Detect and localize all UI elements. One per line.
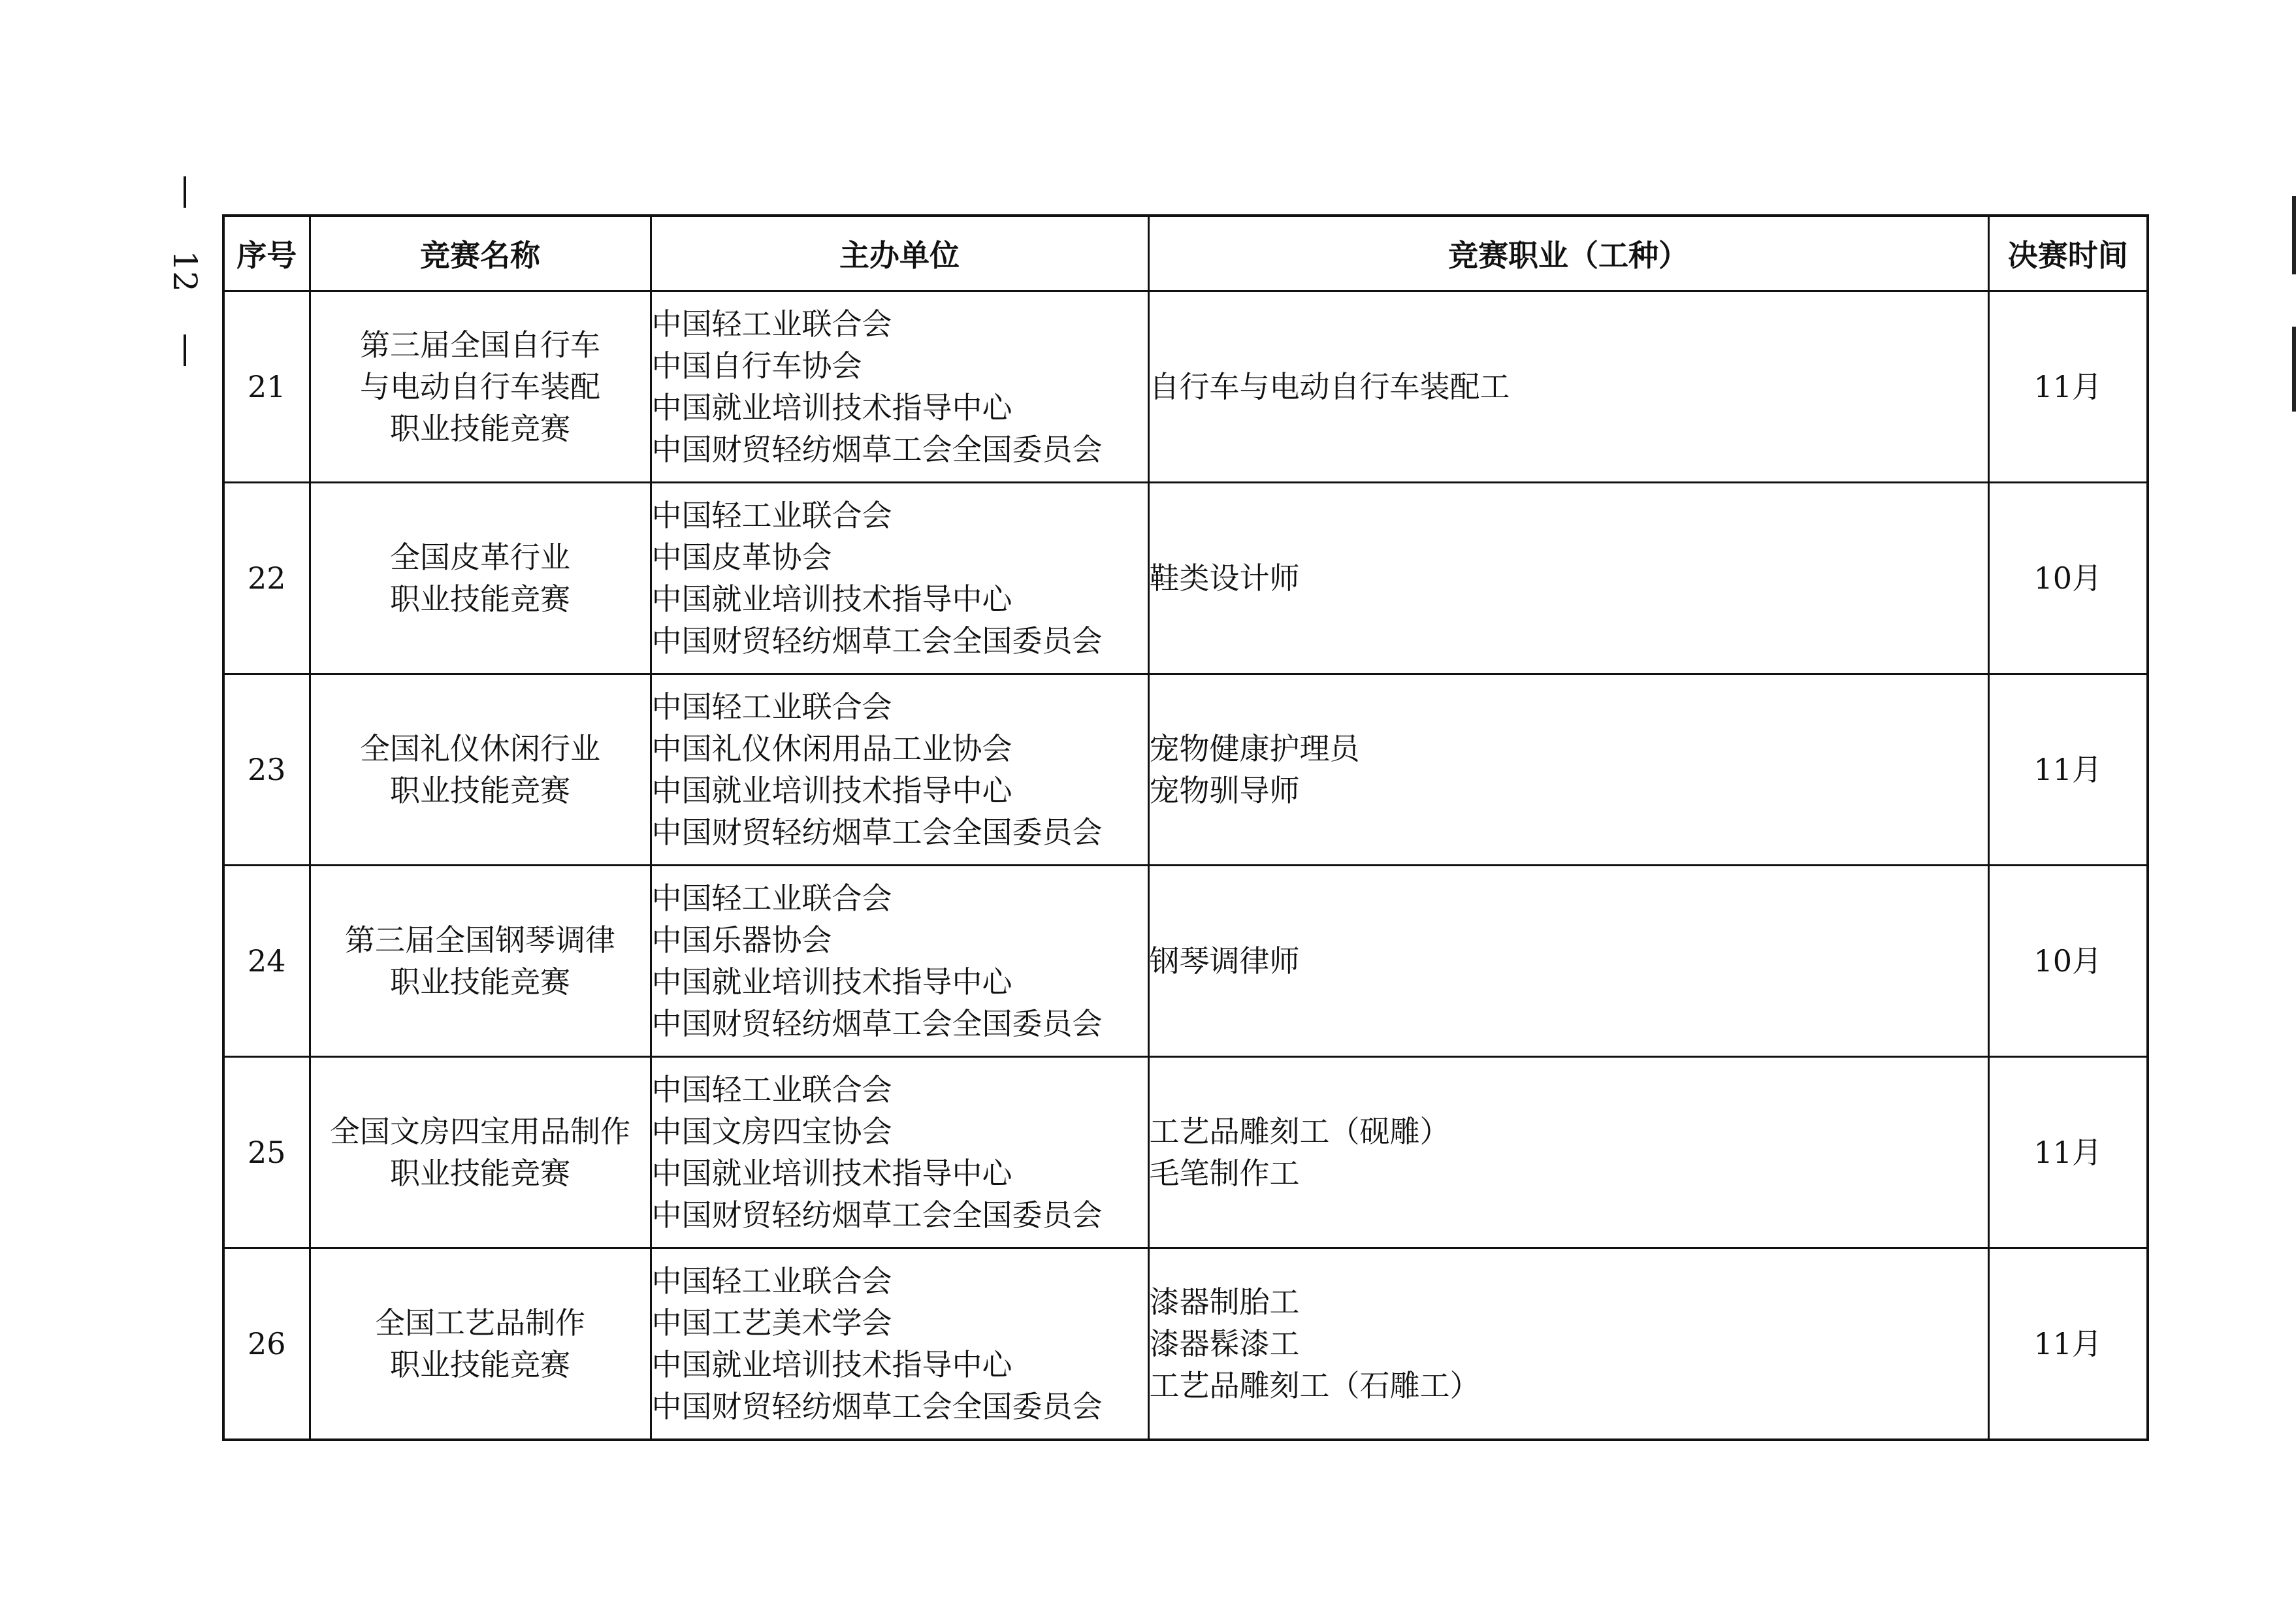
cell-organizers — [651, 1248, 1148, 1440]
organizer-line: 中国轻工业联合会 — [651, 1263, 892, 1299]
competition-name-line: 第三届全国自行车 — [360, 327, 600, 363]
occupation-line: 毛笔制作工 — [1149, 1156, 1300, 1191]
competition-name-line: 全国文房四宝用品制作 — [330, 1114, 630, 1149]
occupation-line: 宠物驯导师 — [1149, 773, 1300, 808]
organizer-line: 中国财贸轻纺烟草工会全国委员会 — [651, 815, 1103, 850]
occupation-line: 鞋类设计师 — [1149, 561, 1300, 596]
cell-num: 22 — [223, 483, 310, 674]
cell-organizers — [651, 483, 1148, 674]
cell-competition-name — [310, 674, 651, 866]
organizer-line: 中国就业培训技术指导中心 — [651, 390, 1012, 425]
cell-num: 24 — [223, 866, 310, 1057]
cell-organizers — [651, 866, 1148, 1057]
cell-occupations — [1148, 1248, 1988, 1440]
cell-competition-name — [310, 483, 651, 674]
organizer-line: 中国工艺美术学会 — [651, 1305, 892, 1341]
organizer-line: 中国礼仪休闲用品工业协会 — [651, 731, 1012, 766]
cell-organizers — [651, 1057, 1148, 1248]
competition-name-line: 职业技能竞赛 — [390, 1347, 570, 1382]
cell-final-time: 11月 — [1988, 1248, 2148, 1440]
table-header-row — [223, 216, 2148, 291]
organizer-line: 中国轻工业联合会 — [651, 1072, 892, 1107]
table-row — [223, 1248, 2148, 1440]
organizer-line: 中国财贸轻纺烟草工会全国委员会 — [651, 1197, 1103, 1233]
cell-organizers — [651, 674, 1148, 866]
cell-num: 25 — [223, 1057, 310, 1248]
cell-occupations — [1148, 1057, 1988, 1248]
occupation-line: 自行车与电动自行车装配工 — [1149, 369, 1510, 404]
organizer-line: 中国皮革协会 — [651, 540, 832, 575]
header-occupation: 竞赛职业（工种） — [1148, 216, 1988, 291]
page-number-text: 12 — [166, 250, 204, 292]
organizer-line: 中国轻工业联合会 — [651, 498, 892, 533]
competition-name-line: 全国礼仪休闲行业 — [360, 731, 600, 766]
header-final-time: 决赛时间 — [1988, 216, 2148, 291]
competition-name-line: 职业技能竞赛 — [390, 1156, 570, 1191]
competition-name-line: 与电动自行车装配 — [360, 369, 600, 404]
cell-competition-name — [310, 1057, 651, 1248]
occupation-line: 工艺品雕刻工（石雕工） — [1149, 1368, 1480, 1403]
organizer-line: 中国就业培训技术指导中心 — [651, 581, 1012, 617]
organizer-line: 中国财贸轻纺烟草工会全国委员会 — [651, 623, 1103, 658]
occupation-line: 漆器制胎工 — [1149, 1284, 1300, 1320]
cell-num: 23 — [223, 674, 310, 866]
competition-name-line: 职业技能竞赛 — [390, 411, 570, 446]
competition-name-line: 职业技能竞赛 — [390, 773, 570, 808]
table-row — [223, 1057, 2148, 1248]
competition-name-line: 第三届全国钢琴调律 — [345, 922, 615, 958]
competition-name-line: 职业技能竞赛 — [390, 964, 570, 1000]
cell-competition-name — [310, 291, 651, 483]
page-number-dash-bottom — [184, 334, 186, 366]
cell-occupations — [1148, 291, 1988, 483]
cell-occupations — [1148, 483, 1988, 674]
cell-final-time: 11月 — [1988, 674, 2148, 866]
table-row — [223, 483, 2148, 674]
organizer-line: 中国就业培训技术指导中心 — [651, 1347, 1012, 1382]
organizer-line: 中国财贸轻纺烟草工会全国委员会 — [651, 432, 1103, 467]
organizer-line: 中国文房四宝协会 — [651, 1114, 892, 1149]
cell-final-time: 11月 — [1988, 291, 2148, 483]
competition-table — [222, 214, 2149, 1441]
cell-competition-name — [310, 1248, 651, 1440]
cell-num: 21 — [223, 291, 310, 483]
occupation-line: 工艺品雕刻工（砚雕） — [1149, 1114, 1450, 1149]
organizer-line: 中国财贸轻纺烟草工会全国委员会 — [651, 1389, 1103, 1424]
organizer-line: 中国财贸轻纺烟草工会全国委员会 — [651, 1006, 1103, 1041]
organizer-line: 中国就业培训技术指导中心 — [651, 964, 1012, 1000]
competition-name-line: 全国工艺品制作 — [375, 1305, 585, 1341]
occupation-line: 漆器髹漆工 — [1149, 1326, 1300, 1361]
cell-occupations — [1148, 674, 1988, 866]
table-row — [223, 866, 2148, 1057]
header-name: 竞赛名称 — [310, 216, 651, 291]
organizer-line: 中国轻工业联合会 — [651, 881, 892, 916]
header-organizer: 主办单位 — [651, 216, 1148, 291]
edge-mark — [2292, 196, 2296, 274]
organizer-line: 中国就业培训技术指导中心 — [651, 773, 1012, 808]
page-number-dash-top — [184, 176, 186, 208]
page-number — [162, 176, 208, 366]
organizer-line: 中国就业培训技术指导中心 — [651, 1156, 1012, 1191]
competition-name-line: 职业技能竞赛 — [390, 581, 570, 617]
edge-mark — [2292, 327, 2296, 412]
table-row — [223, 291, 2148, 483]
cell-competition-name — [310, 866, 651, 1057]
competition-name-line: 全国皮革行业 — [390, 540, 570, 575]
organizer-line: 中国轻工业联合会 — [651, 306, 892, 342]
cell-num: 26 — [223, 1248, 310, 1440]
cell-final-time: 10月 — [1988, 866, 2148, 1057]
cell-occupations — [1148, 866, 1988, 1057]
table-row — [223, 674, 2148, 866]
occupation-line: 宠物健康护理员 — [1149, 731, 1360, 766]
organizer-line: 中国轻工业联合会 — [651, 689, 892, 724]
cell-final-time: 11月 — [1988, 1057, 2148, 1248]
cell-organizers — [651, 291, 1148, 483]
cell-final-time: 10月 — [1988, 483, 2148, 674]
organizer-line: 中国自行车协会 — [651, 348, 862, 383]
header-num: 序号 — [223, 216, 310, 291]
occupation-line: 钢琴调律师 — [1149, 943, 1300, 979]
organizer-line: 中国乐器协会 — [651, 922, 832, 958]
